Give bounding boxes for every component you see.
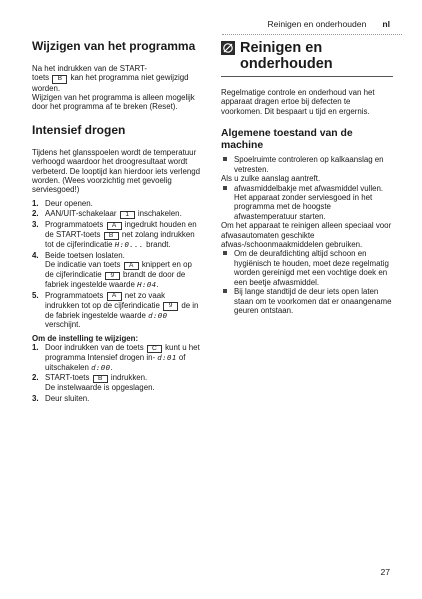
digital-display-value: H:0... [114,240,144,250]
cleaning-icon [221,41,235,55]
paragraph-cleaning-agents: Om het apparaat te reinigen alleen speciaal voor afwasautomaten geschikte afwas-/schoonmaakmiddelen gebruiken. [221,221,392,250]
running-header [267,19,390,29]
start-key-icon: B [104,232,119,241]
program-key-icon: A [107,222,122,231]
heading-change-program: Wijzigen van het programma [32,39,196,53]
bullet-item: Om de deurafdichting altijd schoon en hygiënisch te houden, moet deze regelmatig worden gereinigd met een vochtige doek en een beetje afwasmiddel. [221,249,393,287]
heading-intensive-drying: Intensief drogen [32,122,126,137]
step-item: 5. Programmatoets A net zo vaak indrukken tot op de cijferindicatie 9 de in de fabriek ingestelde waarde d:00 verschijnt. [32,290,199,330]
display-9-icon: 9 [105,272,120,281]
heading-general-state: Algemene toestand van de machine [221,128,353,151]
bullet-item: afwasmiddelbakje met afwasmiddel vullen. Het apparaat zonder serviesgoed in het programma met de hoogste afwastemperatuur starten. [221,184,393,222]
step-item: 1. Door indrukken van de toets C kunt u het programma Intensief drogen in- d:01 of uitschakelen d:00. [32,343,200,372]
left-column [32,40,200,403]
digital-display-value: d:01 [157,353,177,363]
step-item: 3. Deur sluiten. [32,393,90,403]
bullet-list-3 [221,249,393,315]
digital-display-value: d:00 [148,311,168,321]
page-number: 27 [380,567,390,577]
digital-display-value: d:00 [91,362,111,372]
digital-display-value: H:04 [137,280,157,290]
steps-list-change [32,343,200,403]
steps-list [32,199,200,330]
header-divider [222,34,402,35]
key-c-icon: C [147,345,162,354]
step-item: 4. Beide toetsen loslaten. De indicatie van toets A knippert en op de cijferindicatie 9 brandt de door de fabriek ingestelde waarde H:04. [32,250,192,290]
step-item: 3. Programmatoets A ingedrukt houden en de START-toets B net zolang indrukken tot de cijferindicatie H:0... brandt. [32,220,197,250]
header-section-title: Reinigen en onderhouden [267,19,367,29]
paragraph-maintenance: Regelmatige controle en onderhoud van het apparaat dragen ertoe bij defecten te voorkomen. Dit bespaart u tijd en ergernis. [221,88,375,116]
program-key-icon: A [107,292,122,301]
display-9-icon: 9 [163,302,178,311]
bullet-item: Bij lange standtijd de deur iets open laten staan om te voorkomen dat er onaangename geuren ontstaan. [221,287,393,315]
bullet-item: Spoelruimte controleren op kalkaanslag en vetresten. [221,155,393,174]
step-item: 1. Deur openen. [32,198,93,208]
section-title: Reinigen en onderhouden [240,40,333,72]
on-off-key-icon: 1 [120,211,135,220]
paragraph-start-key: Na het indrukken van de START- toets B kan het programma niet gewijzigd worden. [32,64,189,93]
program-key-icon: A [124,262,139,271]
paragraph-intensive-intro: Tijdens het glansspoelen wordt de temperatuur verhoogd waardoor het droogresultaat wordt verbeterd. De looptijd kan hierdoor iets verlengd worden. (Wees voorzichtig met gevoelig serviesgoed!) [32,147,200,195]
bullet-list-2 [221,184,393,222]
paragraph-deposits: Als u zulke aanslag aantreft. [221,174,321,184]
bullet-list-1 [221,155,393,174]
step-item: 2. START-toets B indrukken. De instelwaarde is opgeslagen. [32,373,155,393]
subheading-change-setting: Om de instelling te wijzigen: [32,333,139,343]
start-key-icon: B [52,75,67,84]
section-title-block [221,40,393,72]
step-item: 2. AAN/UIT-schakelaar 1 inschakelen. [32,209,182,219]
start-key-icon: B [93,375,108,384]
right-column [221,40,393,315]
paragraph-reset: Wijzigen van het programma is alleen mogelijk door het programma af te breken (Reset). [32,92,195,112]
header-language: nl [382,19,390,29]
